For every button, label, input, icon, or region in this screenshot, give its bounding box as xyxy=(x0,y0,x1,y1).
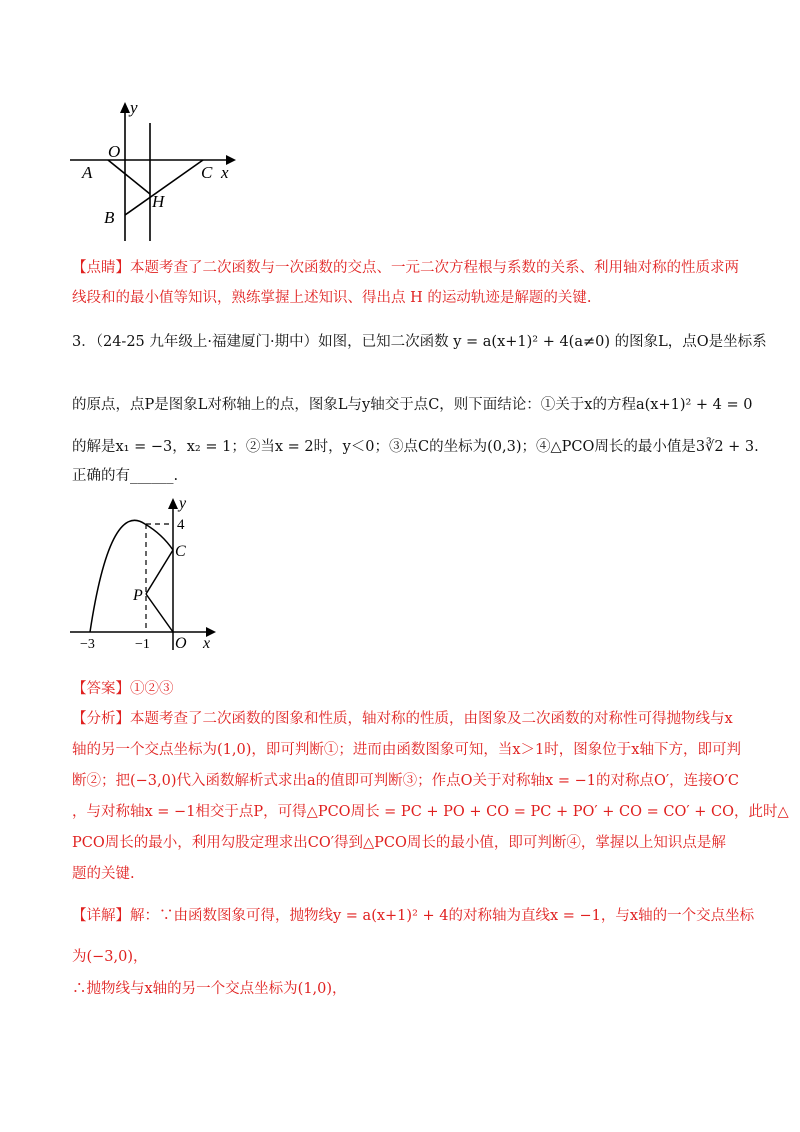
figure2-label-minus1: −1 xyxy=(135,637,150,652)
analysis-line-5: PCO周长的最小，利用勾股定理求出CO′得到△PCO周长的最小值，即可判断④，掌握以上知识点是解 xyxy=(72,835,726,851)
question-line-2: 的原点，点P是图象L对称轴上的点，图象L与y轴交于点C，则下面结论：①关于x的方程a(x+1)² + 4 = 0 xyxy=(72,397,753,413)
figure1-label-x: x xyxy=(221,163,229,182)
detail-line-1: 【详解】解：∵由函数图象可得，抛物线y = a(x+1)² + 4的对称轴为直线x = −1，与x轴的一个交点坐标 xyxy=(72,908,755,924)
figure1-label-h: H xyxy=(152,192,165,211)
detail-line-2: 为(−3,0)， xyxy=(72,949,148,965)
figure2-label-minus3: −3 xyxy=(80,637,95,652)
figure2-label-y: y xyxy=(179,495,187,512)
figure2-y-arrow xyxy=(168,498,178,509)
dianjing-line-1: 【点睛】本题考查了二次函数与一次函数的交点、一元二次方程根与系数的关系、利用轴对称的性质求两 xyxy=(72,260,739,276)
figure2-segment-po xyxy=(146,594,173,632)
question-line-4: 正确的有______. xyxy=(72,468,179,484)
figure-1-diagram xyxy=(60,95,250,245)
figure1-segment-ah xyxy=(108,160,150,194)
detail-line-3: ∴抛物线与x轴的另一个交点坐标为(1,0)， xyxy=(72,981,347,997)
question-line-1: 3．（24-25 九年级上·福建厦门·期中）如图，已知二次函数 y = a(x+1)² + 4(a≠0) 的图象L，点O是坐标系 xyxy=(72,334,767,350)
dianjing-line-2: 线段和的最小值等知识，熟练掌握上述知识、得出点 H 的运动轨迹是解题的关键. xyxy=(72,290,592,306)
figure1-y-arrow xyxy=(120,102,130,113)
figure1-label-b: B xyxy=(104,208,115,227)
answer-line: 【答案】①②③ xyxy=(72,681,174,697)
analysis-line-3: 断②；把(−3,0)代入函数解析式求出a的值即可判断③；作点O关于对称轴x = −1的对称点O′，连接O′C xyxy=(72,773,739,789)
analysis-line-6: 题的关键. xyxy=(72,866,135,882)
figure2-label-4: 4 xyxy=(177,517,185,533)
figure2-label-x: x xyxy=(203,635,211,652)
analysis-line-2: 轴的另一个交点坐标为(1,0)，即可判断①；进而由函数图象可知，当x＞1时，图象位于x轴下方，即可判 xyxy=(72,742,741,758)
analysis-line-4: ，与对称轴x = −1相交于点P，可得△PCO周长 = PC + PO + CO = PC + PO′ + CO = CO′ + CO，此时△ xyxy=(72,804,789,820)
figure-2-parabola-diagram xyxy=(60,490,230,660)
figure1-label-a: A xyxy=(82,163,93,182)
figure2-segment-pc xyxy=(146,550,173,594)
figure2-label-o: O xyxy=(175,635,187,652)
question-line-3: 的解是x₁ = −3，x₂ = 1；②当x = 2时，y＜0；③点C的坐标为(0,3)；④△PCO周长的最小值是3∛2 + 3. xyxy=(72,439,759,455)
figure1-label-c: C xyxy=(201,163,213,182)
figure2-label-p: P xyxy=(133,587,143,604)
figure2-label-c: C xyxy=(175,543,186,560)
figure1-label-o: O xyxy=(108,142,121,161)
figure1-label-y: y xyxy=(130,98,138,117)
analysis-line-1: 【分析】本题考查了二次函数的图象和性质，轴对称的性质，由图象及二次函数的对称性可得抛物线与x xyxy=(72,711,733,727)
